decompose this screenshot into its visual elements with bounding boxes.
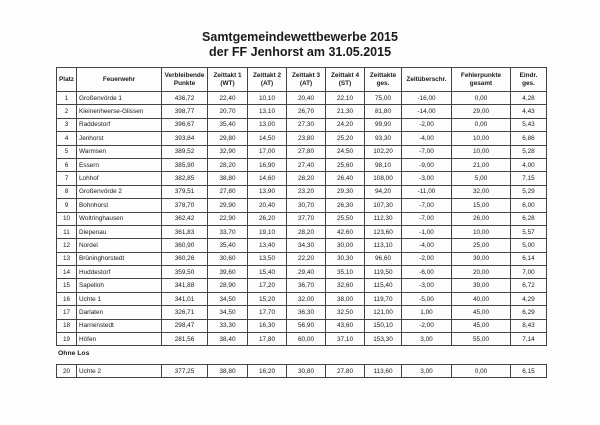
cell-zeittakte-ges: 112,30: [365, 212, 402, 225]
cell-zeittakt-2: 14,60: [248, 172, 287, 185]
section-label: Ohne Los: [58, 350, 90, 357]
cell-zeittakt-2: 15,40: [248, 266, 287, 279]
table-row: [57, 292, 547, 305]
cell-zeittakte-ges: 115,40: [365, 279, 402, 292]
cell-zeittakt-2: 13,10: [248, 105, 287, 118]
cell-zeittakt-4: 24,20: [326, 118, 365, 131]
cell-zeittakt-3: 30,80: [287, 365, 326, 378]
cell-zeittakt-4: 25,20: [326, 132, 365, 145]
cell-zeittakt-4: 29,30: [326, 185, 365, 198]
cell-zeittakt-1: 20,70: [208, 105, 248, 118]
cell-eindr-ges: 6,14: [511, 252, 547, 265]
cell-zeitueberschr: -16,00: [402, 92, 452, 105]
cell-zeittakte-ges: 153,30: [365, 333, 402, 346]
cell-feuerwehr: Harrienstedt: [77, 319, 162, 332]
cell-fehlerpunkte: 0,00: [452, 118, 511, 131]
cell-verbleibende-punkte: 326,71: [162, 306, 208, 319]
cell-feuerwehr: Essern: [77, 158, 162, 171]
table-row: [57, 319, 547, 332]
table-row: [57, 199, 547, 212]
cell-zeitueberschr: -4,00: [402, 132, 452, 145]
table-row: [57, 306, 547, 319]
cell-fehlerpunkte: 29,00: [452, 105, 511, 118]
table-row: [57, 158, 547, 171]
cell-zeittakt-1: 27,80: [208, 185, 248, 198]
cell-eindr-ges: 5,00: [511, 239, 547, 252]
cell-fehlerpunkte: 32,00: [452, 185, 511, 198]
cell-verbleibende-punkte: 378,70: [162, 199, 208, 212]
cell-zeitueberschr: -2,00: [402, 118, 452, 131]
table-row: [57, 105, 547, 118]
cell-zeittakt-1: 28,20: [208, 158, 248, 171]
cell-zeittakt-2: 14,50: [248, 132, 287, 145]
cell-zeittakt-3: 27,80: [287, 145, 326, 158]
cell-zeittakt-1: 38,40: [208, 333, 248, 346]
cell-platz: 10: [57, 212, 77, 225]
cell-fehlerpunkte: 10,00: [452, 145, 511, 158]
cell-zeittakte-ges: 94,20: [365, 185, 402, 198]
header-fehlerpunkte: Fehlerpunkte gesamt: [452, 68, 511, 92]
cell-zeittakt-1: 29,90: [208, 199, 248, 212]
table-row: [57, 145, 547, 158]
cell-verbleibende-punkte: 382,85: [162, 172, 208, 185]
cell-zeitueberschr: -2,00: [402, 252, 452, 265]
cell-platz: 6: [57, 158, 77, 171]
cell-eindr-ges: 5,57: [511, 225, 547, 238]
cell-feuerwehr: Nordel: [77, 239, 162, 252]
cell-zeittakte-ges: 107,30: [365, 199, 402, 212]
cell-fehlerpunkte: 0,00: [452, 92, 511, 105]
cell-eindr-ges: 6,72: [511, 279, 547, 292]
cell-feuerwehr: Darlaten: [77, 306, 162, 319]
cell-feuerwehr: Uchte 2: [77, 365, 162, 378]
cell-zeitueberschr: -3,00: [402, 172, 452, 185]
cell-platz: 3: [57, 118, 77, 131]
cell-zeittakt-1: 28,90: [208, 279, 248, 292]
cell-zeittakt-3: 36,70: [287, 279, 326, 292]
cell-fehlerpunkte: 20,00: [452, 266, 511, 279]
cell-zeittakte-ges: 123,60: [365, 225, 402, 238]
cell-verbleibende-punkte: 298,47: [162, 319, 208, 332]
cell-zeitueberschr: 1,00: [402, 306, 452, 319]
cell-zeittakt-4: 32,60: [326, 279, 365, 292]
cell-zeittakt-3: 27,30: [287, 118, 326, 131]
cell-fehlerpunkte: 26,00: [452, 212, 511, 225]
cell-eindr-ges: 8,43: [511, 319, 547, 332]
cell-platz: 17: [57, 306, 77, 319]
cell-verbleibende-punkte: 362,42: [162, 212, 208, 225]
cell-verbleibende-punkte: 341,88: [162, 279, 208, 292]
cell-feuerwehr: Raddestorf: [77, 118, 162, 131]
cell-zeitueberschr: -7,00: [402, 145, 452, 158]
cell-zeitueberschr: -9,00: [402, 158, 452, 171]
cell-zeittakt-2: 19,10: [248, 225, 287, 238]
cell-zeitueberschr: -7,00: [402, 199, 452, 212]
table-row: [57, 333, 547, 346]
cell-eindr-ges: 6,29: [511, 306, 547, 319]
cell-eindr-ges: 4,29: [511, 292, 547, 305]
cell-zeitueberschr: -3,00: [402, 279, 452, 292]
cell-verbleibende-punkte: 360,90: [162, 239, 208, 252]
cell-zeittakt-4: 38,00: [326, 292, 365, 305]
header-zeittakt-3: Zeittakt 3 (AT): [287, 68, 326, 92]
cell-zeittakt-4: 22,10: [326, 92, 365, 105]
cell-zeittakt-3: 36,30: [287, 306, 326, 319]
cell-zeitueberschr: -6,00: [402, 266, 452, 279]
cell-zeitueberschr: -14,00: [402, 105, 452, 118]
table-row: [57, 132, 547, 145]
cell-platz: 9: [57, 199, 77, 212]
cell-zeittakte-ges: 121,00: [365, 306, 402, 319]
table-row: [57, 118, 547, 131]
cell-fehlerpunkte: 40,00: [452, 292, 511, 305]
cell-verbleibende-punkte: 389,52: [162, 145, 208, 158]
table-row: [57, 252, 547, 265]
cell-feuerwehr: Großenvörde 2: [77, 185, 162, 198]
cell-verbleibende-punkte: 377,25: [162, 365, 208, 378]
cell-zeittakt-3: 22,20: [287, 252, 326, 265]
cell-zeittakt-4: 21,30: [326, 105, 365, 118]
cell-eindr-ges: 5,29: [511, 185, 547, 198]
cell-feuerwehr: Lohhof: [77, 172, 162, 185]
cell-zeittakt-2: 13,50: [248, 252, 287, 265]
cell-zeittakt-1: 35,40: [208, 118, 248, 131]
cell-zeittakt-2: 16,20: [248, 365, 287, 378]
header-feuerwehr: Feuerwehr: [77, 68, 162, 92]
header-verbleibende-punkte: Verbleibende Punkte: [162, 68, 208, 92]
cell-fehlerpunkte: 10,00: [452, 132, 511, 145]
cell-zeittakt-2: 26,20: [248, 212, 287, 225]
cell-zeitueberschr: -11,00: [402, 185, 452, 198]
cell-zeittakt-3: 23,80: [287, 132, 326, 145]
cell-zeitueberschr: -4,00: [402, 239, 452, 252]
cell-zeittakte-ges: 119,50: [365, 266, 402, 279]
header-eindr-ges: Eindr. ges.: [511, 68, 547, 92]
cell-zeittakt-4: 30,30: [326, 252, 365, 265]
cell-zeittakt-4: 35,10: [326, 266, 365, 279]
cell-zeittakt-3: 37,70: [287, 212, 326, 225]
cell-zeittakt-3: 23,20: [287, 185, 326, 198]
cell-fehlerpunkte: 10,00: [452, 225, 511, 238]
cell-zeittakt-1: 30,60: [208, 252, 248, 265]
cell-eindr-ges: 7,15: [511, 172, 547, 185]
cell-fehlerpunkte: 55,00: [452, 333, 511, 346]
cell-verbleibende-punkte: 379,51: [162, 185, 208, 198]
cell-zeittakt-1: 29,80: [208, 132, 248, 145]
cell-zeittakt-4: 25,50: [326, 212, 365, 225]
cell-feuerwehr: Höfen: [77, 333, 162, 346]
cell-fehlerpunkte: 0,00: [452, 365, 511, 378]
cell-platz: 5: [57, 145, 77, 158]
cell-zeittakt-3: 26,70: [287, 105, 326, 118]
cell-feuerwehr: Sapelloh: [77, 279, 162, 292]
cell-verbleibende-punkte: 341,01: [162, 292, 208, 305]
cell-zeittakt-4: 27,80: [326, 365, 365, 378]
cell-zeitueberschr: -2,00: [402, 319, 452, 332]
cell-zeittakt-2: 17,80: [248, 333, 287, 346]
cell-zeittakte-ges: 108,00: [365, 172, 402, 185]
cell-fehlerpunkte: 39,00: [452, 252, 511, 265]
cell-feuerwehr: Brüninghorstedt: [77, 252, 162, 265]
cell-platz: 4: [57, 132, 77, 145]
table-row: [57, 279, 547, 292]
cell-eindr-ges: 5,43: [511, 118, 547, 131]
cell-zeittakte-ges: 75,00: [365, 92, 402, 105]
cell-platz: 12: [57, 239, 77, 252]
cell-verbleibende-punkte: 436,72: [162, 92, 208, 105]
cell-zeittakt-3: 60,00: [287, 333, 326, 346]
table-row: [57, 185, 547, 198]
table-row: [57, 92, 547, 105]
header-zeittakt-4: Zeittakt 4 (ST): [326, 68, 365, 92]
cell-zeittakt-3: 28,20: [287, 225, 326, 238]
cell-zeittakte-ges: 98,10: [365, 158, 402, 171]
cell-zeittakt-1: 32,90: [208, 145, 248, 158]
cell-zeittakte-ges: 113,10: [365, 239, 402, 252]
cell-platz: 11: [57, 225, 77, 238]
cell-zeittakt-2: 13,40: [248, 239, 287, 252]
header-platz: Platz: [57, 68, 77, 92]
cell-eindr-ges: 5,28: [511, 145, 547, 158]
cell-zeittakt-1: 34,50: [208, 292, 248, 305]
cell-eindr-ges: 6,86: [511, 132, 547, 145]
cell-fehlerpunkte: 45,00: [452, 306, 511, 319]
cell-verbleibende-punkte: 361,83: [162, 225, 208, 238]
cell-platz: 1: [57, 92, 77, 105]
cell-zeittakte-ges: 119,70: [365, 292, 402, 305]
cell-platz: 18: [57, 319, 77, 332]
cell-zeittakt-4: 26,40: [326, 172, 365, 185]
cell-verbleibende-punkte: 398,77: [162, 105, 208, 118]
cell-zeittakt-3: 27,40: [287, 158, 326, 171]
cell-zeittakt-3: 28,20: [287, 172, 326, 185]
cell-verbleibende-punkte: 281,56: [162, 333, 208, 346]
cell-eindr-ges: 6,00: [511, 199, 547, 212]
cell-zeitueberschr: 3,00: [402, 333, 452, 346]
cell-zeittakt-4: 37,10: [326, 333, 365, 346]
cell-zeittakt-3: 30,70: [287, 199, 326, 212]
cell-zeittakt-1: 22,40: [208, 92, 248, 105]
cell-zeittakt-1: 22,90: [208, 212, 248, 225]
cell-zeittakt-3: 20,40: [287, 92, 326, 105]
header-zeittakt-2: Zeittakt 2 (AT): [248, 68, 287, 92]
cell-feuerwehr: Warmsen: [77, 145, 162, 158]
cell-verbleibende-punkte: 393,84: [162, 132, 208, 145]
cell-zeittakt-3: 29,40: [287, 266, 326, 279]
cell-fehlerpunkte: 5,00: [452, 172, 511, 185]
cell-zeittakt-4: 43,60: [326, 319, 365, 332]
cell-feuerwehr: Großenvörde 1: [77, 92, 162, 105]
cell-platz: 15: [57, 279, 77, 292]
cell-platz: 8: [57, 185, 77, 198]
cell-verbleibende-punkte: 359,50: [162, 266, 208, 279]
cell-fehlerpunkte: 21,00: [452, 158, 511, 171]
cell-feuerwehr: Kleinenheerse-Glissen: [77, 105, 162, 118]
cell-fehlerpunkte: 15,00: [452, 199, 511, 212]
cell-eindr-ges: 4,00: [511, 158, 547, 171]
cell-zeittakt-4: 26,30: [326, 199, 365, 212]
cell-zeitueberschr: 3,00: [402, 365, 452, 378]
cell-zeittakt-2: 13,00: [248, 118, 287, 131]
cell-zeittakte-ges: 99,90: [365, 118, 402, 131]
table-row: [57, 212, 547, 225]
cell-verbleibende-punkte: 360,26: [162, 252, 208, 265]
table-row: [57, 365, 547, 378]
cell-zeittakt-4: 25,60: [326, 158, 365, 171]
cell-zeittakt-1: 38,80: [208, 365, 248, 378]
cell-zeitueberschr: -5,00: [402, 292, 452, 305]
cell-fehlerpunkte: 39,00: [452, 279, 511, 292]
cell-zeittakt-3: 34,30: [287, 239, 326, 252]
cell-zeittakt-4: 30,00: [326, 239, 365, 252]
cell-zeittakte-ges: 93,30: [365, 132, 402, 145]
table-row: [57, 172, 547, 185]
cell-zeittakt-4: 24,50: [326, 145, 365, 158]
cell-zeittakt-3: 56,90: [287, 319, 326, 332]
cell-zeittakt-2: 16,90: [248, 158, 287, 171]
cell-platz: 20: [57, 365, 77, 378]
table-header-row: [57, 68, 547, 92]
cell-zeittakte-ges: 96,60: [365, 252, 402, 265]
cell-eindr-ges: 7,14: [511, 333, 547, 346]
cell-eindr-ges: 4,43: [511, 105, 547, 118]
cell-zeittakt-1: 33,70: [208, 225, 248, 238]
cell-fehlerpunkte: 45,00: [452, 319, 511, 332]
table-body: [57, 92, 547, 346]
cell-eindr-ges: 6,28: [511, 212, 547, 225]
cell-zeittakt-2: 15,20: [248, 292, 287, 305]
cell-verbleibende-punkte: 385,90: [162, 158, 208, 171]
cell-feuerwehr: Diepenau: [77, 225, 162, 238]
cell-zeittakt-2: 16,30: [248, 319, 287, 332]
cell-zeitueberschr: -1,00: [402, 225, 452, 238]
cell-feuerwehr: Uchte 1: [77, 292, 162, 305]
cell-zeittakt-1: 33,30: [208, 319, 248, 332]
cell-platz: 19: [57, 333, 77, 346]
cell-zeittakte-ges: 113,60: [365, 365, 402, 378]
header-zeittakt-1: Zeittakt 1 (WT): [208, 68, 248, 92]
cell-verbleibende-punkte: 396,67: [162, 118, 208, 131]
table-row: [57, 239, 547, 252]
cell-zeittakt-1: 34,50: [208, 306, 248, 319]
ohne-los-table: [56, 364, 547, 378]
cell-platz: 13: [57, 252, 77, 265]
cell-zeittakt-4: 42,60: [326, 225, 365, 238]
cell-zeitueberschr: -7,00: [402, 212, 452, 225]
cell-platz: 2: [57, 105, 77, 118]
cell-platz: 7: [57, 172, 77, 185]
cell-zeittakt-3: 32,00: [287, 292, 326, 305]
results-table: [56, 67, 547, 346]
cell-zeittakte-ges: 150,10: [365, 319, 402, 332]
header-zeitueberschr: Zeitüberschr.: [402, 68, 452, 92]
cell-zeittakt-2: 13,90: [248, 185, 287, 198]
cell-zeittakt-2: 17,70: [248, 306, 287, 319]
cell-zeittakt-1: 35,40: [208, 239, 248, 252]
cell-zeittakt-2: 17,00: [248, 145, 287, 158]
cell-feuerwehr: Bohnhorst: [77, 199, 162, 212]
cell-zeittakte-ges: 102,20: [365, 145, 402, 158]
cell-platz: 14: [57, 266, 77, 279]
document-title: Samtgemeindewettbewerbe 2015: [202, 30, 398, 44]
cell-eindr-ges: 7,00: [511, 266, 547, 279]
table-row: [57, 266, 547, 279]
cell-platz: 16: [57, 292, 77, 305]
cell-zeittakt-1: 38,80: [208, 172, 248, 185]
cell-zeittakt-2: 17,20: [248, 279, 287, 292]
cell-zeittakt-1: 39,60: [208, 266, 248, 279]
table-row: [57, 225, 547, 238]
cell-zeittakt-2: 10,10: [248, 92, 287, 105]
cell-eindr-ges: 6,15: [511, 365, 547, 378]
cell-feuerwehr: Huddestorf: [77, 266, 162, 279]
cell-feuerwehr: Woltringhausen: [77, 212, 162, 225]
cell-eindr-ges: 4,28: [511, 92, 547, 105]
cell-zeittakt-4: 32,50: [326, 306, 365, 319]
header-zeittakte-ges: Zeittakte ges.: [365, 68, 402, 92]
document-subtitle: der FF Jenhorst am 31.05.2015: [208, 45, 392, 59]
cell-feuerwehr: Jenhorst: [77, 132, 162, 145]
cell-zeittakte-ges: 81,80: [365, 105, 402, 118]
cell-zeittakt-2: 20,40: [248, 199, 287, 212]
cell-fehlerpunkte: 25,00: [452, 239, 511, 252]
